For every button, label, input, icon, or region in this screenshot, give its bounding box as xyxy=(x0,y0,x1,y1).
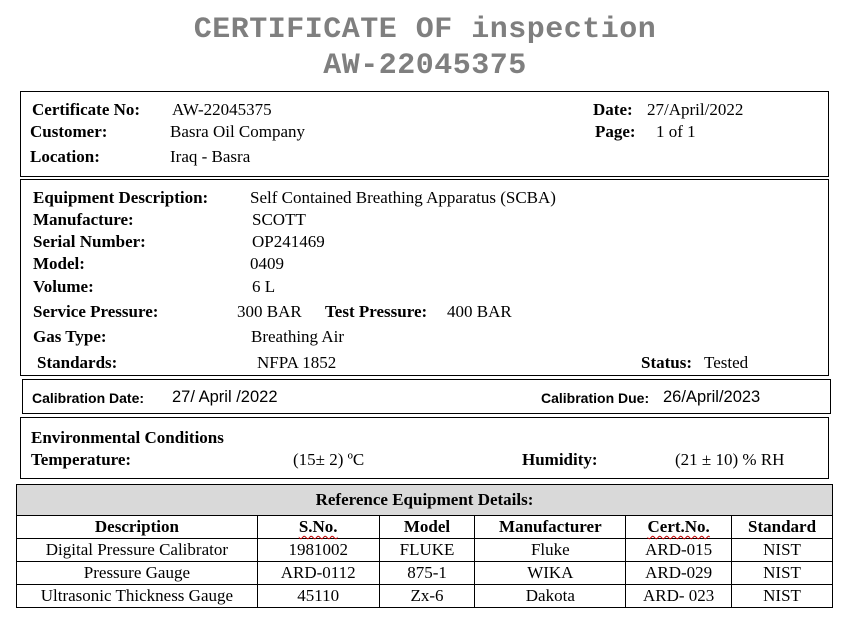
calibration-due-value: 26/April/2023 xyxy=(663,388,761,406)
location-label: Location: xyxy=(30,147,100,166)
date-value: 27/April/2022 xyxy=(647,100,744,119)
manufacture-label: Manufacture: xyxy=(33,210,134,229)
table-cell: ARD-029 xyxy=(626,562,732,585)
customer-value: Basra Oil Company xyxy=(170,122,306,141)
table-header-row xyxy=(17,516,833,539)
column-header-manufacturer: Manufacturer xyxy=(475,516,626,539)
humidity-label: Humidity: xyxy=(522,450,598,469)
table-cell: FLUKE xyxy=(379,539,475,562)
table-caption-row xyxy=(17,485,833,516)
table-cell: Pressure Gauge xyxy=(17,562,258,585)
volume-label: Volume: xyxy=(33,277,94,296)
column-header-standard: Standard xyxy=(732,516,833,539)
status-value: Tested xyxy=(704,353,749,372)
equipment-description-label: Equipment Description: xyxy=(33,188,209,207)
table-caption: Reference Equipment Details: xyxy=(17,485,833,516)
gas-type-label: Gas Type: xyxy=(33,327,107,346)
equipment-description-value: Self Contained Breathing Apparatus (SCBA) xyxy=(250,188,556,207)
customer-label: Customer: xyxy=(30,122,108,141)
table-cell: NIST xyxy=(732,539,833,562)
service-pressure-value: 300 BAR xyxy=(237,302,302,321)
certificate-no-value: AW-22045375 xyxy=(172,100,272,119)
reference-equipment-table xyxy=(16,484,833,608)
table-cell: ARD-015 xyxy=(626,539,732,562)
test-pressure-label: Test Pressure: xyxy=(325,302,428,321)
table-cell: Dakota xyxy=(475,585,626,608)
certificate-title: CERTIFICATE OF inspection xyxy=(193,13,657,47)
test-pressure-value: 400 BAR xyxy=(447,302,512,321)
calibration-due-label: Calibration Due: xyxy=(541,390,650,406)
table-cell: NIST xyxy=(732,585,833,608)
column-header-sno-text: S.No. xyxy=(298,517,338,536)
table-row xyxy=(17,585,833,608)
equipment-section xyxy=(20,179,829,376)
column-header-sno xyxy=(257,516,379,539)
page-label: Page: xyxy=(595,122,636,141)
table-cell: Digital Pressure Calibrator xyxy=(17,539,258,562)
table-cell: Zx-6 xyxy=(379,585,475,608)
table-cell: Fluke xyxy=(475,539,626,562)
table-cell: WIKA xyxy=(475,562,626,585)
status-label: Status: xyxy=(641,353,693,372)
serial-number-label: Serial Number: xyxy=(33,232,146,251)
table-cell: 45110 xyxy=(257,585,379,608)
certificate-number-title: AW-22045375 xyxy=(323,49,527,83)
volume-value: 6 L xyxy=(252,277,276,296)
humidity-value: (21 ± 10) % RH xyxy=(675,450,785,469)
column-header-cert-no xyxy=(626,516,732,539)
table-cell: 1981002 xyxy=(257,539,379,562)
calibration-date-value: 27/ April /2022 xyxy=(172,388,278,406)
temperature-value: (15± 2) ºC xyxy=(293,450,365,469)
manufacture-value: SCOTT xyxy=(252,210,306,229)
environment-heading: Environmental Conditions xyxy=(31,428,224,447)
location-value: Iraq - Basra xyxy=(170,147,251,166)
service-pressure-label: Service Pressure: xyxy=(33,302,159,321)
table-row xyxy=(17,539,833,562)
standards-label: Standards: xyxy=(37,353,118,372)
calibration-date-label: Calibration Date: xyxy=(32,390,145,406)
table-cell: NIST xyxy=(732,562,833,585)
table-cell: 875-1 xyxy=(379,562,475,585)
table-row xyxy=(17,562,833,585)
temperature-label: Temperature: xyxy=(31,450,132,469)
table-cell: Ultrasonic Thickness Gauge xyxy=(17,585,258,608)
certificate-no-label: Certificate No: xyxy=(32,100,141,119)
standards-value: NFPA 1852 xyxy=(257,353,337,372)
gas-type-value: Breathing Air xyxy=(251,327,345,346)
column-header-model: Model xyxy=(379,516,475,539)
header-section xyxy=(20,91,829,177)
serial-number-value: OP241469 xyxy=(252,232,325,251)
model-value: 0409 xyxy=(250,254,284,273)
environment-section xyxy=(20,417,829,479)
date-label: Date: xyxy=(593,100,633,119)
calibration-section xyxy=(22,379,831,414)
column-header-cert-no-text: Cert.No. xyxy=(647,517,710,536)
table-cell: ARD- 023 xyxy=(626,585,732,608)
model-label: Model: xyxy=(33,254,85,273)
page-value: 1 of 1 xyxy=(656,122,696,141)
column-header-description: Description xyxy=(17,516,258,539)
table-cell: ARD-0112 xyxy=(257,562,379,585)
